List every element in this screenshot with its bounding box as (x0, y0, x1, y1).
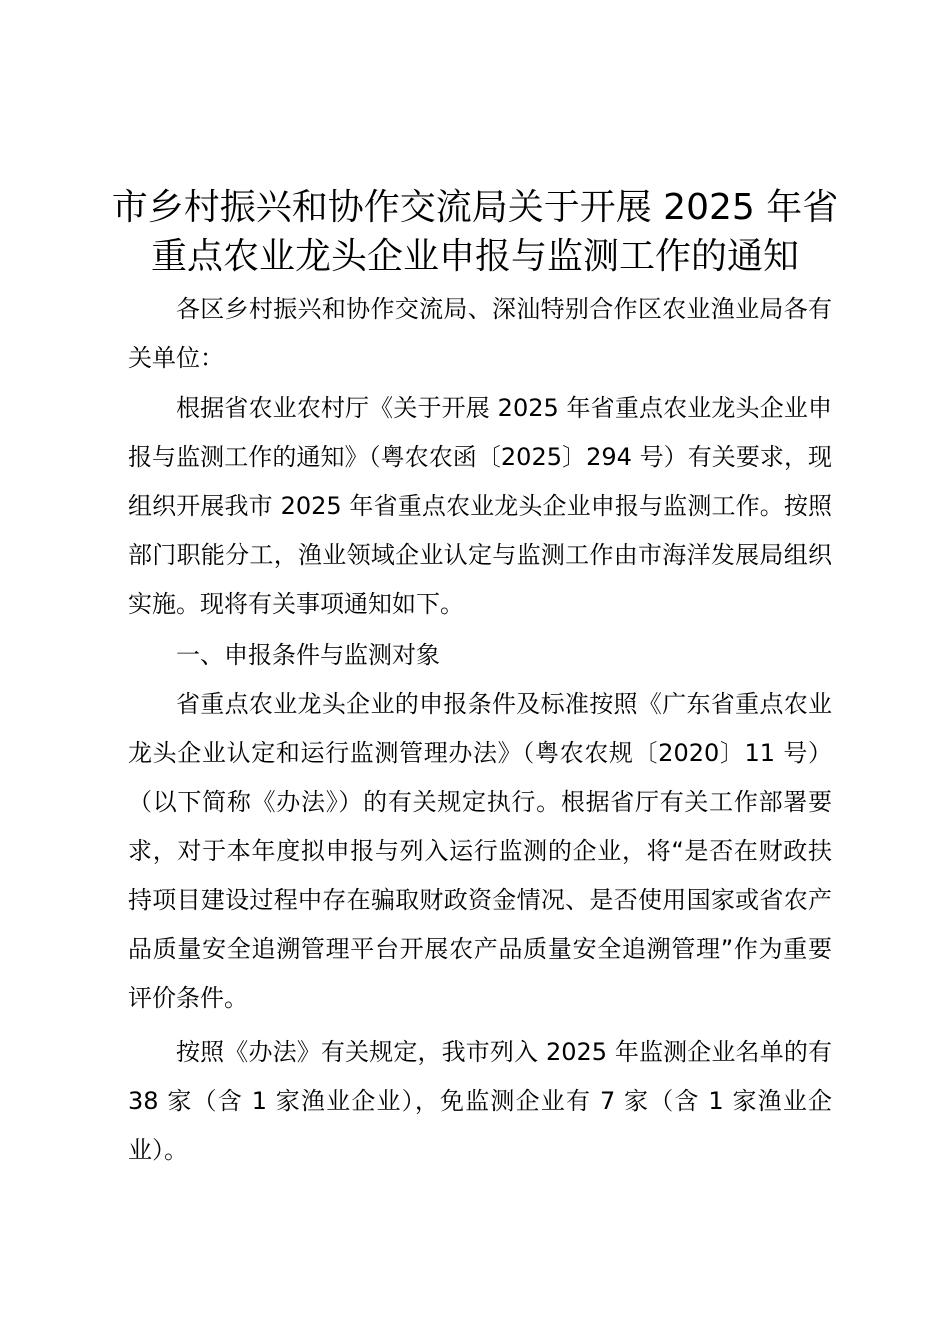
paragraph-basis: 根据省农业农村厅《关于开展 2025 年省重点农业龙头企业申报与监测工作的通知》（粤农农函〔2025〕294 号）有关要求，现组织开展我市 2025 年省重点农业龙头企业申报与监测工作。按照部门职能分工，渔业领域企业认定与监测工作由市海洋发展局组织实施。现将有关事项通知如下。 (128, 394, 832, 618)
section-1-heading: 一、申报条件与监测对象 (176, 641, 440, 669)
conditions-block (128, 680, 832, 1023)
paragraph-conditions: 省重点农业龙头企业的申报条件及标准按照《广东省重点农业龙头企业认定和运行监测管理办法》（粤农农规〔2020〕11 号）（以下简称《办法》）的有关规定执行。根据省厅有关工作部署要求，对于本年度拟申报与列入运行监测的企业，将“是否在财政扶持项目建设过程中存在骗取财政资金情况、是否使用国家或省农产品质量安全追溯管理平台开展农产品质量安全追溯管理”作为重要评价条件。 (128, 690, 832, 1012)
document-title-line-2: 重点农业龙头企业申报与监测工作的通知 (150, 236, 799, 277)
document-title-line-1: 市乡村振兴和协作交流局关于开展 2025 年省 (111, 187, 839, 228)
salutation: 各区乡村振兴和协作交流局、深汕特别合作区农业渔业局各有关单位： (128, 295, 832, 372)
section-heading-block (128, 631, 832, 680)
salutation-block (128, 285, 832, 383)
monitor-block (128, 1028, 832, 1175)
paragraph-monitoring: 按照《办法》有关规定，我市列入 2025 年监测企业名单的有 38 家（含 1 家渔业企业），免监测企业有 7 家（含 1 家渔业企业）。 (128, 1038, 832, 1164)
basis-block (128, 384, 832, 629)
